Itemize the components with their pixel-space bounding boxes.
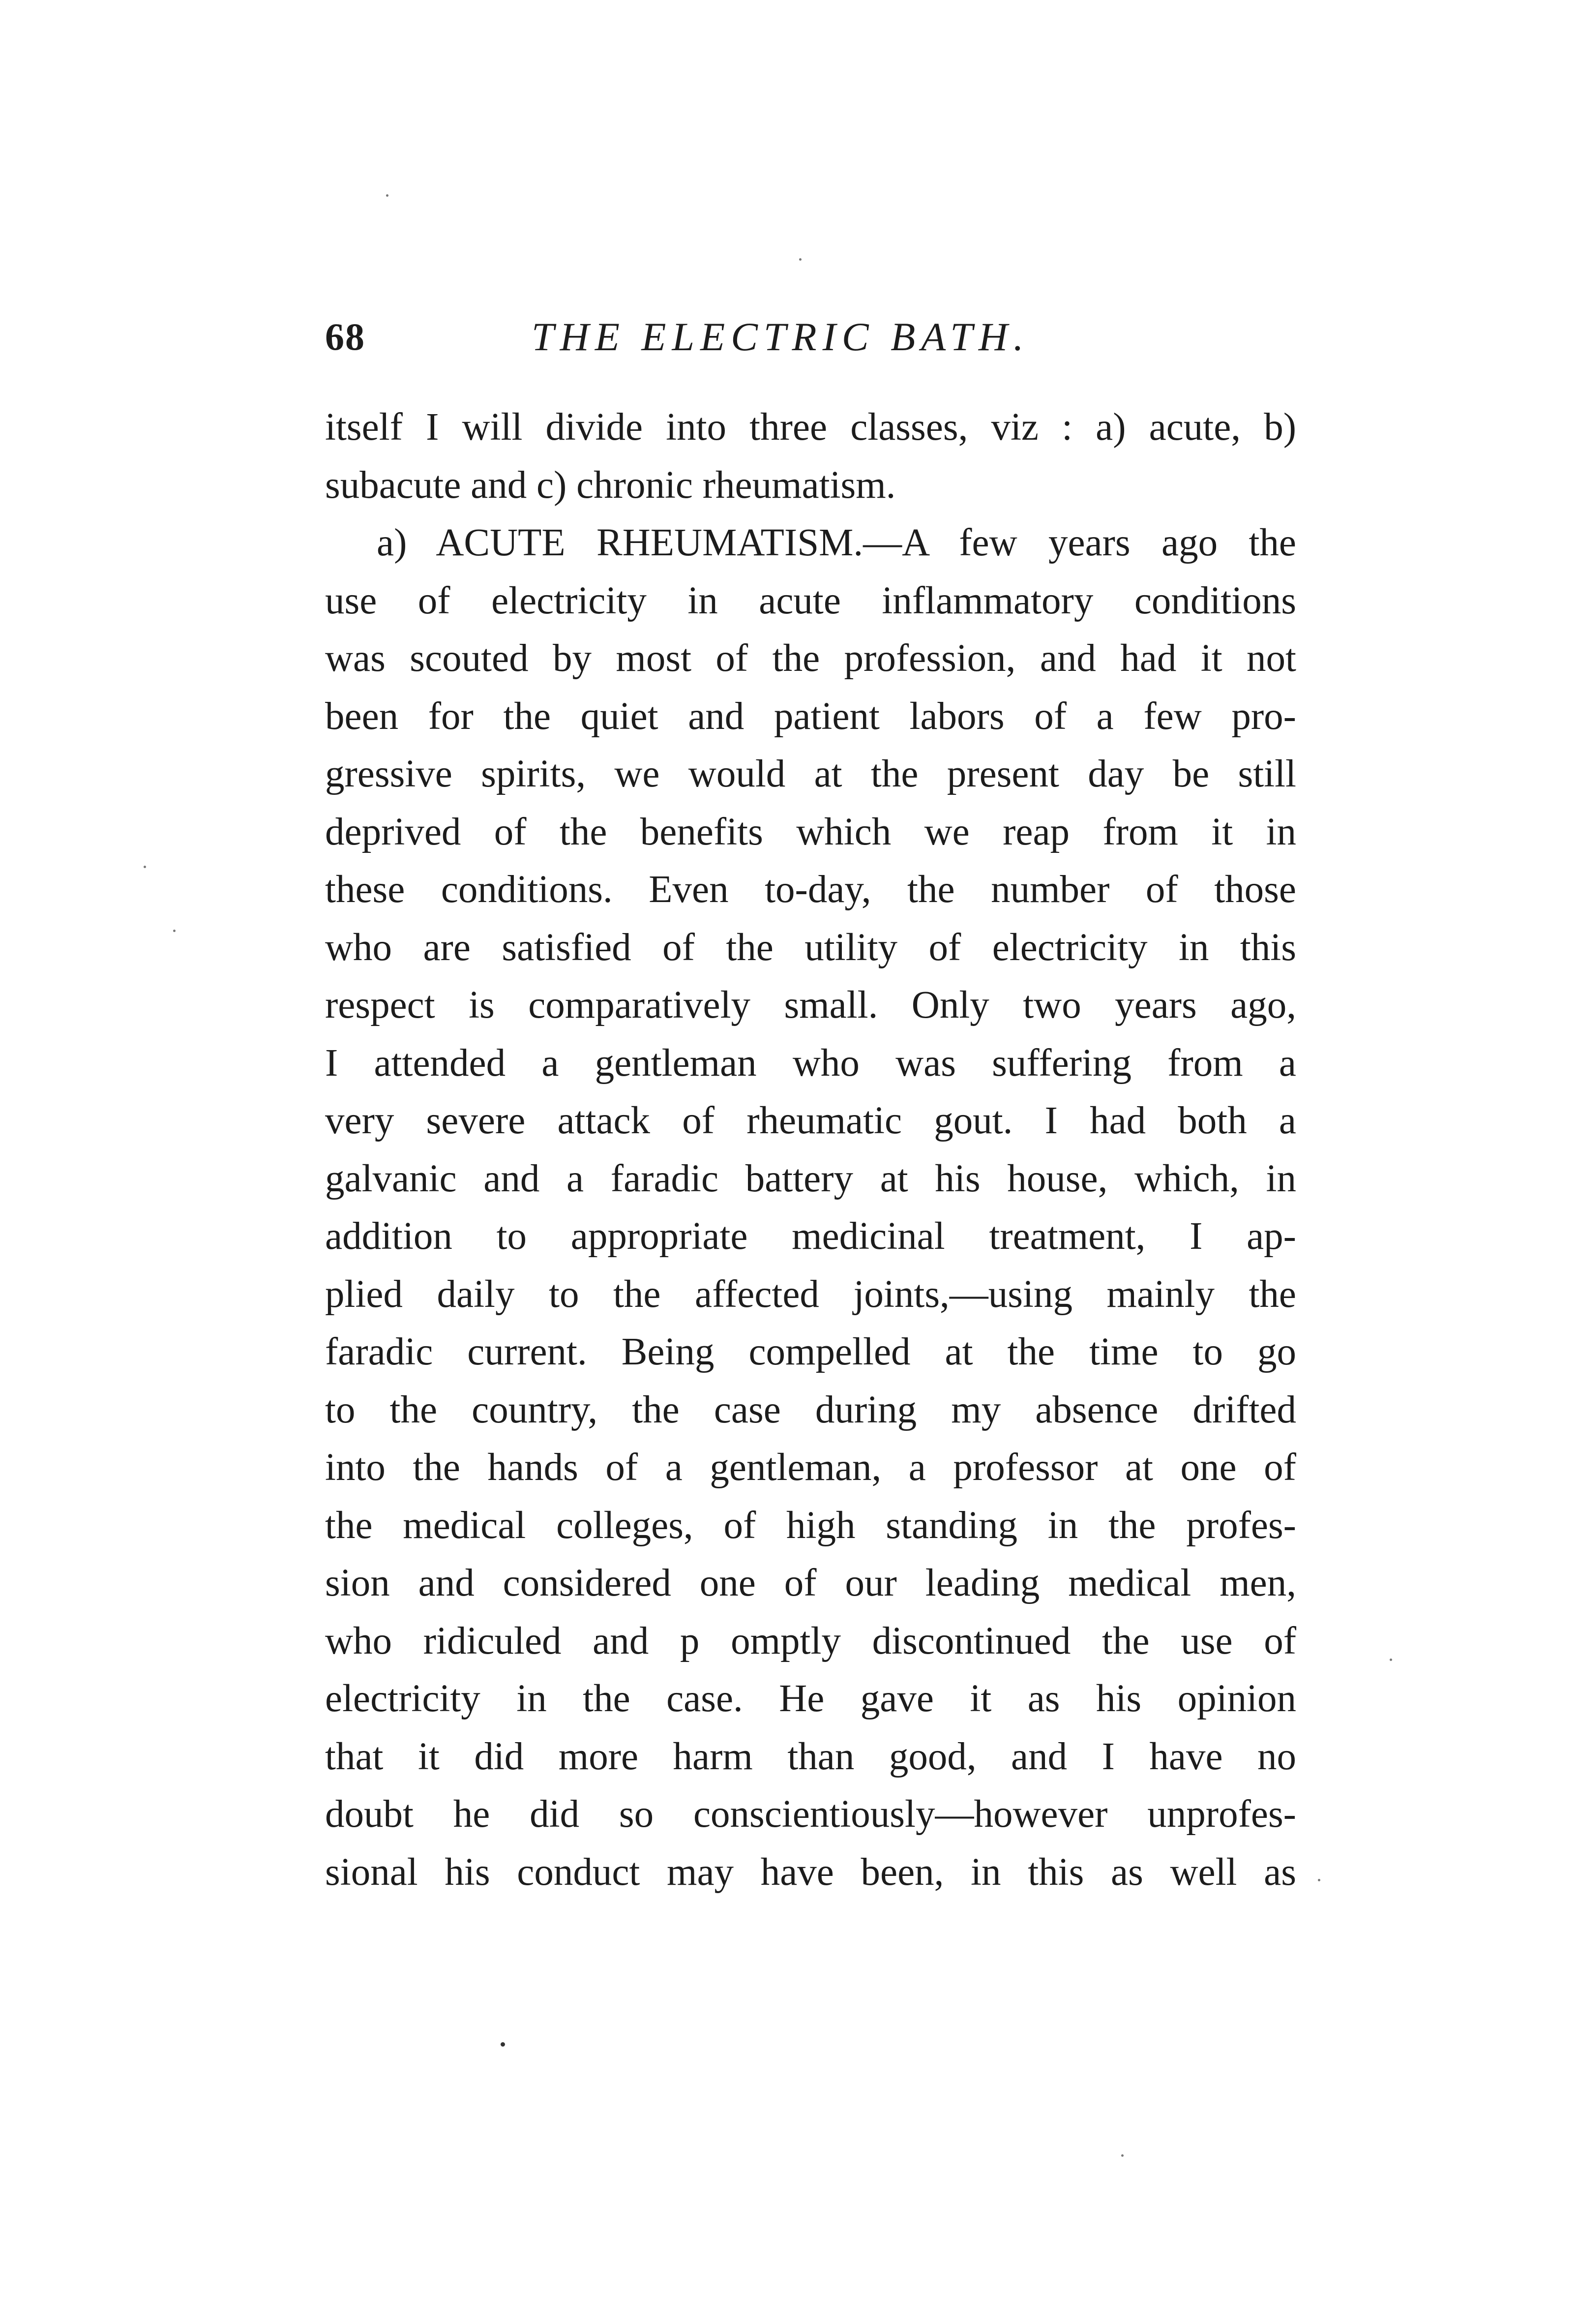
text-line: very severe attack of rheumatic gout. I had both a <box>325 1099 1296 1142</box>
text-line: faradic current. Being compelled at the time to go <box>325 1330 1296 1373</box>
text-line: sion and considered one of our leading medical men, <box>325 1562 1296 1604</box>
text-line: who are satisfied of the utility of electricity in this <box>325 926 1296 969</box>
text-line: addition to appropriate medicinal treatment, I ap- <box>325 1215 1296 1258</box>
text-line: use of electricity in acute inflammatory conditions <box>325 579 1296 622</box>
text-line: itself I will divide into three classes, viz : a) acute, b) <box>325 406 1296 449</box>
scan-speck <box>1121 2154 1124 2157</box>
text-line: a) ACUTE RHEUMATISM.—A few years ago the <box>377 521 1296 564</box>
text-line: these conditions. Even to-day, the number of those <box>325 868 1296 911</box>
page-header <box>325 310 1304 364</box>
text-line: into the hands of a gentleman, a professor at one of <box>325 1446 1296 1489</box>
page-number: 68 <box>325 315 365 358</box>
text-line: the medical colleges, of high standing in the profes- <box>325 1504 1296 1547</box>
text-line: sional his conduct may have been, in this as well as <box>325 1850 1296 1894</box>
text-line: I attended a gentleman who was suffering from a <box>325 1041 1296 1085</box>
text-line: electricity in the case. He gave it as his opinion <box>325 1677 1296 1720</box>
text-line: subacute and c) chronic rheumatism. <box>325 463 896 507</box>
text-line: deprived of the benefits which we reap from it in <box>325 810 1296 853</box>
text-line: to the country, the case during my absence drifted <box>325 1388 1296 1431</box>
body-text <box>325 398 1296 1901</box>
scan-speck <box>799 258 802 261</box>
text-line: plied daily to the affected joints,—using mainly the <box>325 1272 1296 1316</box>
scan-speck <box>386 194 388 197</box>
text-line: been for the quiet and patient labors of a few pro- <box>325 694 1296 738</box>
text-line: doubt he did so conscientiously—however unprofes- <box>325 1793 1296 1836</box>
scan-speck <box>1318 1879 1320 1881</box>
text-line: was scouted by most of the profession, and had it not <box>325 637 1296 680</box>
scan-speck <box>501 2042 505 2047</box>
scan-speck <box>173 930 176 932</box>
text-line: gressive spirits, we would at the present day be still <box>325 753 1296 795</box>
text-line: that it did more harm than good, and I have no <box>325 1735 1296 1778</box>
text-line: who ridiculed and p omptly discontinued the use of <box>325 1619 1296 1662</box>
text-line: respect is comparatively small. Only two years ago, <box>325 984 1296 1026</box>
text-line: galvanic and a faradic battery at his house, which, in <box>325 1157 1296 1200</box>
running-title: THE ELECTRIC BATH. <box>532 314 1030 359</box>
scan-speck <box>144 866 146 868</box>
scan-speck <box>1390 1659 1392 1661</box>
